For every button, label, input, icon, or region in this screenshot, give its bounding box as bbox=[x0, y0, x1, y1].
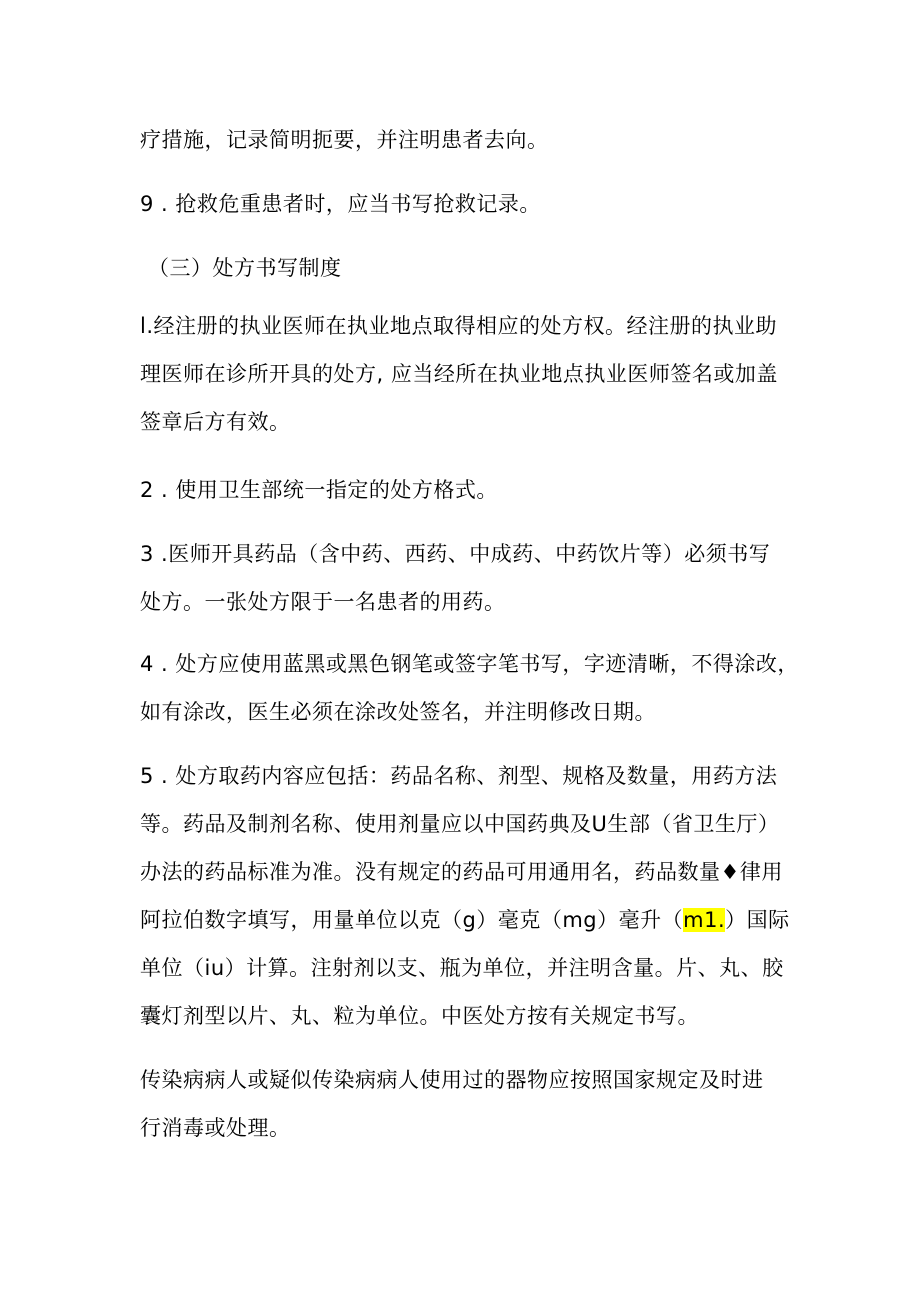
text-line-with-highlight bbox=[140, 896, 790, 944]
text-line: 9 . 抢救危重患者时，应当书写抢救记录。 bbox=[140, 192, 541, 216]
item-1 bbox=[140, 302, 790, 446]
text-line: 等。药品及制剂名称、使用剂量应以中国药典及U生部（省卫生厅） bbox=[140, 812, 780, 836]
text-line: 理医师在诊所开具的处方, 应当经所在执业地点执业医师签名或加盖 bbox=[140, 362, 778, 386]
text-segment: ）国际 bbox=[725, 908, 790, 932]
text-line: 签章后方有效。 bbox=[140, 410, 291, 434]
text-line: 5 . 处方取药内容应包括：药品名称、剂型、规格及数量，用药方法 bbox=[140, 764, 778, 788]
text-line: 4 . 处方应使用蓝黑或黑色钢笔或签字笔书写，字迹清晰，不得涂改， bbox=[140, 652, 799, 676]
section-title: （三）处方书写制度 bbox=[148, 256, 342, 280]
item-3 bbox=[140, 530, 790, 626]
section-heading bbox=[148, 244, 798, 292]
text-line: 囊灯剂型以片、丸、粒为单位。中医处方按有关规定书写。 bbox=[140, 1004, 699, 1028]
text-line: 行消毒或处理。 bbox=[140, 1116, 291, 1140]
item-9 bbox=[140, 180, 790, 228]
text-line: 办法的药品标准为准。没有规定的药品可用通用名，药品数量♦律用 bbox=[140, 860, 783, 884]
text-line: 2 . 使用卫生部统一指定的处方格式。 bbox=[140, 478, 498, 502]
text-line: 处方。一张处方限于一名患者的用药。 bbox=[140, 590, 506, 614]
text-line: l.经注册的执业医师在执业地点取得相应的处方权。经注册的执业助 bbox=[140, 314, 778, 338]
text-line: 疗措施，记录简明扼要，并注明患者去向。 bbox=[140, 128, 549, 152]
highlighted-text: m1. bbox=[683, 908, 726, 932]
text-segment: 阿拉伯数字填写，用量单位以克（g）毫克（mg）毫升（ bbox=[140, 908, 684, 932]
text-line: 传染病病人或疑似传染病病人使用过的器物应按照国家规定及时进 bbox=[140, 1068, 764, 1092]
text-line: 单位（iu）计算。注射剂以支、瓶为单位，并注明含量。片、丸、胶 bbox=[140, 956, 784, 980]
text-line: 如有涂改，医生必须在涂改处签名，并注明修改日期。 bbox=[140, 700, 656, 724]
paragraph-continuation bbox=[140, 116, 790, 164]
closing-paragraph bbox=[140, 1056, 790, 1152]
item-5 bbox=[140, 752, 790, 1040]
item-4 bbox=[140, 640, 799, 736]
text-line: 3 .医师开具药品（含中药、西药、中成药、中药饮片等）必须书写 bbox=[140, 542, 771, 566]
item-2 bbox=[140, 466, 790, 514]
